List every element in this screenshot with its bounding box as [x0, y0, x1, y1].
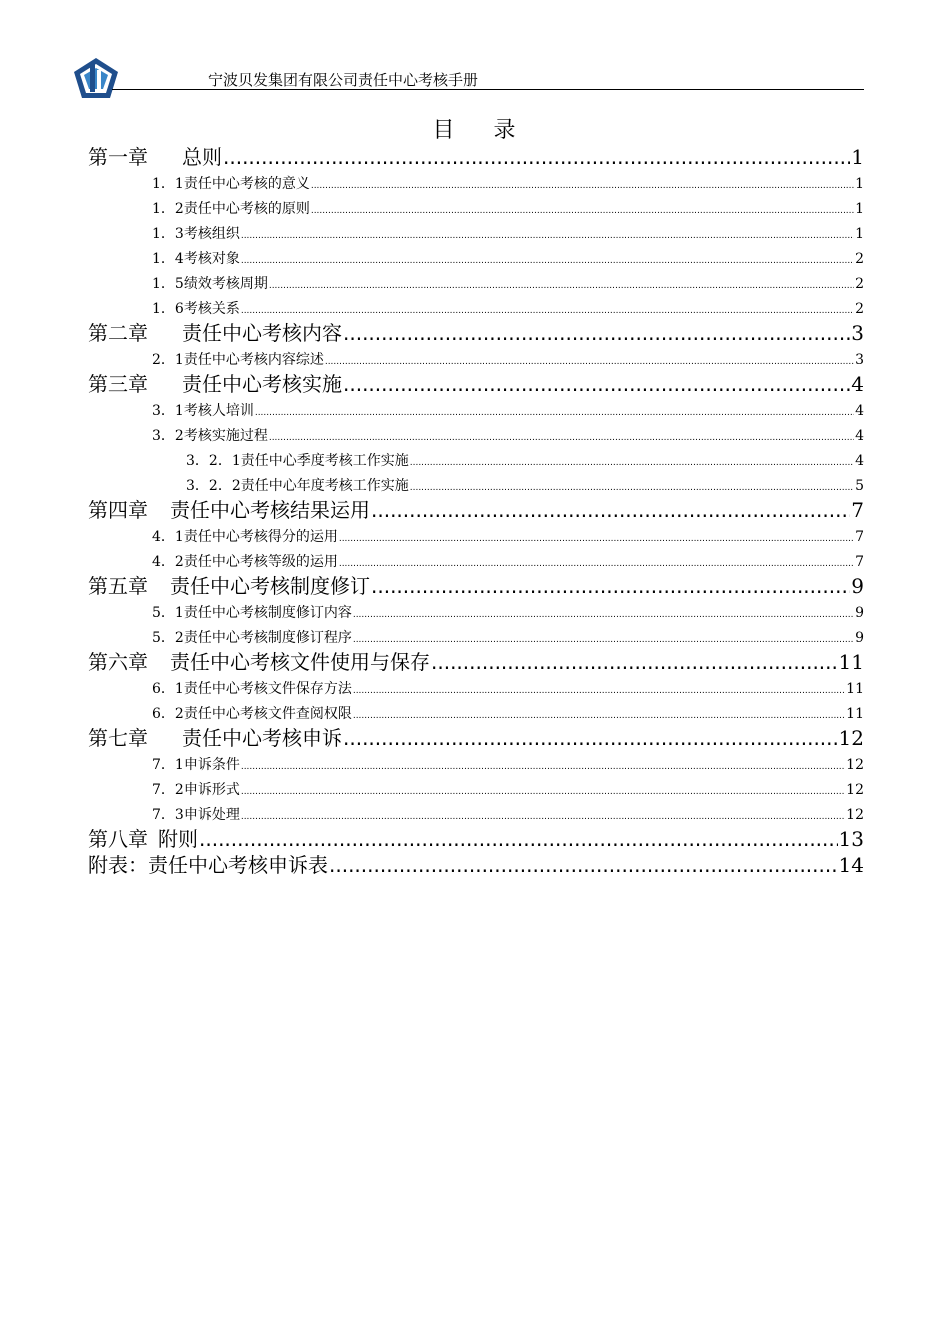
toc-chapter-label: 第三章: [88, 372, 148, 396]
toc-leader-dots: [343, 371, 850, 397]
toc-section-title: 绩效考核周期: [183, 276, 268, 292]
toc-chapter-title: 附则: [158, 827, 198, 851]
toc-entry-title: [152, 779, 240, 801]
toc-section-entry[interactable]: [88, 270, 864, 295]
toc-leader-dots: [311, 177, 854, 195]
toc-chapter-title: 责任中心考核结果运用: [170, 498, 370, 522]
toc-page-number: 1: [855, 226, 864, 242]
toc-entry-title: [152, 602, 352, 624]
toc-chapter-label: 第四章: [88, 498, 148, 522]
toc-section-entry[interactable]: [88, 422, 864, 447]
toc-page-number: 7: [855, 529, 864, 545]
toc-leader-dots: [223, 144, 850, 170]
toc-entry-title: [152, 223, 240, 245]
toc-leader-dots: [199, 826, 838, 852]
toc-title: 目 录: [432, 118, 518, 143]
toc-entry-title: [152, 754, 240, 776]
toc-chapter-entry[interactable]: [88, 573, 864, 599]
toc-leader-dots: [410, 454, 854, 472]
toc-section-number: 1．4: [152, 251, 184, 267]
toc-chapter-entry[interactable]: [88, 320, 864, 346]
toc-section-number: 1．6: [152, 301, 184, 317]
toc-section-number: 3．2．1: [186, 453, 241, 469]
toc-section-entry[interactable]: [88, 346, 864, 371]
toc-page-number: 4: [855, 428, 864, 444]
toc-section-number: 4．1: [152, 529, 184, 545]
toc-page-number: 3: [851, 321, 864, 345]
toc-section-entry[interactable]: [88, 245, 864, 270]
toc-section-title: 考核组织: [183, 226, 240, 242]
toc-leader-dots: [371, 573, 850, 599]
toc-entry-title: [152, 173, 310, 195]
toc-section-title: 责任中心考核的意义: [183, 176, 310, 192]
company-logo-icon: [72, 56, 120, 100]
toc-entry-title: [152, 551, 338, 573]
toc-page-number: 2: [855, 251, 864, 267]
toc-section-title: 责任中心考核文件保存方法: [183, 681, 352, 697]
toc-section-number: 3．1: [152, 403, 184, 419]
toc-leader-dots: [353, 631, 854, 649]
toc-leader-dots: [329, 852, 838, 878]
toc-page-number: 1: [851, 145, 864, 169]
toc-leader-dots: [353, 606, 854, 624]
toc-page-number: 11: [838, 650, 864, 674]
toc-page-number: 12: [846, 757, 864, 773]
toc-page-number: 9: [855, 630, 864, 646]
toc-section-title: 考核实施过程: [183, 428, 268, 444]
toc-leader-dots: [410, 479, 854, 497]
toc-entry-title: [88, 320, 342, 346]
toc-entry-title: [88, 649, 430, 675]
toc-section-number: 7．3: [152, 807, 184, 823]
toc-section-number: 3．2．2: [186, 478, 241, 494]
page-header: [72, 56, 864, 100]
toc-section-entry[interactable]: [88, 472, 864, 497]
toc-section-entry[interactable]: [88, 195, 864, 220]
table-of-contents: [88, 144, 864, 878]
toc-chapter-entry[interactable]: [88, 371, 864, 397]
toc-section-entry[interactable]: [88, 220, 864, 245]
toc-leader-dots: [339, 530, 854, 548]
toc-entry-title: [152, 198, 310, 220]
toc-chapter-label: 第八章: [88, 827, 148, 851]
toc-section-entry[interactable]: [88, 523, 864, 548]
toc-entry-title: [152, 298, 240, 320]
toc-leader-dots: [311, 202, 854, 220]
toc-section-entry[interactable]: [88, 675, 864, 700]
toc-section-title: 责任中心考核等级的运用: [183, 554, 338, 570]
toc-leader-dots: [241, 227, 854, 245]
toc-page-number: 7: [851, 498, 864, 522]
toc-chapter-title: 总则: [182, 145, 222, 169]
toc-entry-title: [152, 400, 254, 422]
toc-chapter-label: 附表：: [88, 853, 148, 877]
toc-section-entry[interactable]: [88, 397, 864, 422]
toc-page-number: 12: [846, 782, 864, 798]
toc-entry-title: [88, 852, 328, 878]
toc-page-number: 9: [855, 605, 864, 621]
toc-section-entry[interactable]: [88, 599, 864, 624]
toc-page-number: 1: [855, 176, 864, 192]
toc-section-entry[interactable]: [88, 447, 864, 472]
toc-chapter-entry[interactable]: [88, 649, 864, 675]
toc-leader-dots: [269, 429, 854, 447]
toc-section-number: 7．1: [152, 757, 184, 773]
toc-section-title: 责任中心季度考核工作实施: [240, 453, 409, 469]
toc-entry-title: [152, 526, 338, 548]
toc-entry-title: [88, 144, 222, 170]
toc-section-title: 责任中心考核的原则: [183, 201, 310, 217]
toc-leader-dots: [269, 277, 854, 295]
toc-section-number: 1．5: [152, 276, 184, 292]
toc-chapter-label: 第一章: [88, 145, 148, 169]
toc-leader-dots: [255, 404, 854, 422]
toc-chapter-title: 责任中心考核申诉: [182, 726, 342, 750]
toc-chapter-title: 责任中心考核实施: [182, 372, 342, 396]
toc-chapter-entry[interactable]: [88, 725, 864, 751]
toc-page-number: 5: [855, 478, 864, 494]
toc-section-number: 1．3: [152, 226, 184, 242]
toc-leader-dots: [371, 497, 850, 523]
toc-leader-dots: [343, 725, 838, 751]
toc-section-number: 6．2: [152, 706, 184, 722]
toc-section-title: 申诉条件: [183, 757, 240, 773]
toc-chapter-entry[interactable]: [88, 826, 864, 852]
toc-page-number: 12: [846, 807, 864, 823]
toc-entry-title: [152, 627, 352, 649]
toc-section-number: 5．1: [152, 605, 184, 621]
toc-entry-title: [186, 450, 409, 472]
toc-page-number: 9: [851, 574, 864, 598]
toc-section-number: 2．1: [152, 352, 184, 368]
toc-page-number: 3: [855, 352, 864, 368]
toc-page-number: 14: [838, 853, 864, 877]
toc-section-title: 考核对象: [183, 251, 240, 267]
toc-section-title: 责任中心考核内容综述: [183, 352, 324, 368]
toc-leader-dots: [353, 707, 845, 725]
toc-entry-title: [88, 573, 370, 599]
toc-entry-title: [88, 826, 198, 852]
toc-page-number: 12: [838, 726, 864, 750]
toc-section-number: 6．1: [152, 681, 184, 697]
toc-section-title: 责任中心考核文件查阅权限: [183, 706, 352, 722]
toc-page-number: 4: [855, 453, 864, 469]
toc-entry-title: [152, 425, 268, 447]
toc-leader-dots: [343, 320, 850, 346]
toc-section-number: 3．2: [152, 428, 184, 444]
toc-section-entry[interactable]: [88, 170, 864, 195]
toc-page-number: 2: [855, 301, 864, 317]
toc-entry-title: [152, 804, 240, 826]
toc-section-title: 申诉形式: [183, 782, 240, 798]
toc-section-entry[interactable]: [88, 751, 864, 776]
toc-section-number: 4．2: [152, 554, 184, 570]
document-header-title: 宁波贝发集团有限公司责任中心考核手册: [208, 71, 479, 89]
toc-leader-dots: [241, 808, 845, 826]
toc-leader-dots: [431, 649, 838, 675]
toc-chapter-label: 第二章: [88, 321, 148, 345]
toc-chapter-title: 责任中心考核制度修订: [170, 574, 370, 598]
toc-section-title: 申诉处理: [183, 807, 240, 823]
toc-section-title: 考核人培训: [183, 403, 254, 419]
toc-entry-title: [152, 248, 240, 270]
toc-section-title: 责任中心考核得分的运用: [183, 529, 338, 545]
toc-page-number: 11: [846, 681, 864, 697]
toc-section-title: 责任中心年度考核工作实施: [240, 478, 409, 494]
toc-entry-title: [152, 703, 352, 725]
toc-section-number: 7．2: [152, 782, 184, 798]
toc-section-entry[interactable]: [88, 801, 864, 826]
toc-leader-dots: [241, 783, 845, 801]
toc-section-title: 责任中心考核制度修订内容: [183, 605, 352, 621]
toc-section-entry[interactable]: [88, 548, 864, 573]
toc-page-number: 1: [855, 201, 864, 217]
toc-section-title: 责任中心考核制度修订程序: [183, 630, 352, 646]
toc-chapter-title: 责任中心考核文件使用与保存: [170, 650, 430, 674]
toc-entry-title: [88, 371, 342, 397]
toc-page-number: 13: [838, 827, 864, 851]
toc-leader-dots: [353, 682, 845, 700]
toc-page-number: 7: [855, 554, 864, 570]
toc-chapter-label: 第五章: [88, 574, 148, 598]
toc-entry-title: [152, 349, 324, 371]
toc-chapter-entry[interactable]: [88, 144, 864, 170]
toc-leader-dots: [339, 555, 854, 573]
toc-chapter-entry[interactable]: [88, 497, 864, 523]
toc-section-entry[interactable]: [88, 776, 864, 801]
toc-leader-dots: [241, 758, 845, 776]
toc-entry-title: [152, 273, 268, 295]
toc-entry-title: [186, 475, 409, 497]
toc-leader-dots: [241, 302, 854, 320]
toc-entry-title: [88, 725, 342, 751]
toc-leader-dots: [325, 353, 854, 371]
toc-section-title: 考核关系: [183, 301, 240, 317]
header-rule: [112, 89, 864, 90]
toc-page-number: 4: [855, 403, 864, 419]
toc-page-number: 11: [846, 706, 864, 722]
toc-section-number: 1．1: [152, 176, 184, 192]
toc-leader-dots: [241, 252, 854, 270]
toc-page-number: 2: [855, 276, 864, 292]
toc-chapter-title: 责任中心考核申诉表: [148, 853, 328, 877]
toc-chapter-entry[interactable]: [88, 852, 864, 878]
toc-section-entry[interactable]: [88, 624, 864, 649]
toc-chapter-label: 第六章: [88, 650, 148, 674]
toc-chapter-title: 责任中心考核内容: [182, 321, 342, 345]
toc-section-entry[interactable]: [88, 295, 864, 320]
toc-entry-title: [88, 497, 370, 523]
toc-section-number: 1．2: [152, 201, 184, 217]
toc-page-number: 4: [851, 372, 864, 396]
toc-section-entry[interactable]: [88, 700, 864, 725]
toc-chapter-label: 第七章: [88, 726, 148, 750]
toc-section-number: 5．2: [152, 630, 184, 646]
toc-entry-title: [152, 678, 352, 700]
